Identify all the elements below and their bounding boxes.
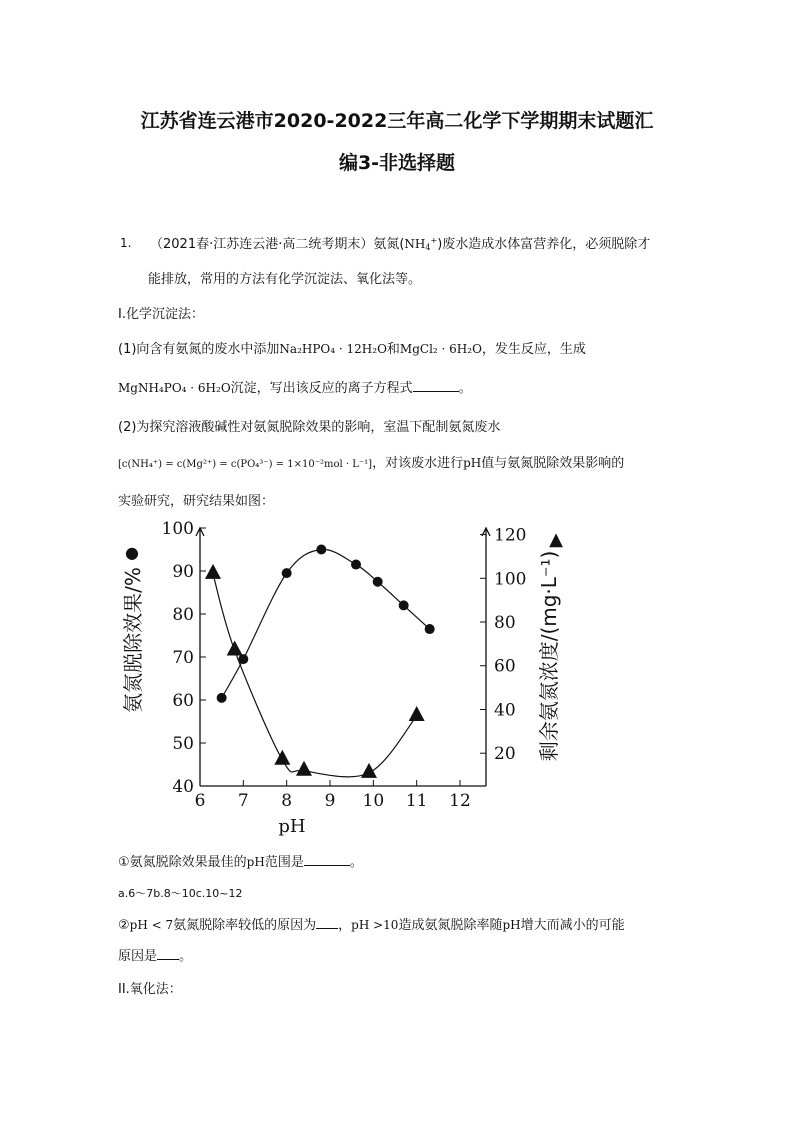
left-y-tick-label: 90 xyxy=(172,562,194,582)
removal-efficiency-point xyxy=(282,568,292,578)
question-intro-line2: 能排放，常用的方法有化学沉淀法、氧化法等。 xyxy=(148,272,422,287)
removal-efficiency-line xyxy=(222,549,430,697)
x-tick-label: 9 xyxy=(324,791,336,811)
removal-efficiency-point xyxy=(351,560,361,570)
residual-ammonia-point xyxy=(274,750,290,765)
right-legend-marker: ▲ xyxy=(549,529,563,550)
condition-formula: [c(NH₄⁺) = c(Mg²⁺) = c(PO₄³⁻) = 1×10⁻²mol · L⁻¹] xyxy=(118,459,373,470)
left-y-tick-label: 60 xyxy=(172,691,194,711)
residual-ammonia-line xyxy=(213,574,417,777)
residual-ammonia-point xyxy=(227,640,243,655)
title-line-2: 编3-非选择题 xyxy=(338,152,456,174)
reagent-na2hpo4: Na₂HPO₄ · 12H₂O xyxy=(279,342,387,356)
product-formula: MgNH₄PO₄ · 6H₂O xyxy=(118,381,231,395)
right-y-tick-label: 80 xyxy=(494,613,516,634)
subquestion-2-line3: 实验研究，研究结果如图： xyxy=(118,494,275,509)
removal-efficiency-point xyxy=(373,577,383,587)
reagent-mgcl2: MgCl₂ · 6H₂O xyxy=(399,342,482,356)
right-y-axis-title: 剩余氨氮浓度/(mg·L⁻¹) xyxy=(537,550,561,762)
removal-efficiency-point xyxy=(217,693,227,703)
subquestion-1: (1)向含有氨氮的废水中添加Na₂HPO₄ · 12H₂O和MgCl₂ · 6H₂O，发生反应，生成 xyxy=(118,342,586,357)
x-tick-label: 8 xyxy=(281,791,293,811)
removal-efficiency-point xyxy=(399,600,409,610)
left-y-tick-label: 70 xyxy=(172,648,194,668)
right-y-tick-label: 60 xyxy=(494,656,516,677)
residual-ammonia-point xyxy=(409,706,425,721)
residual-ammonia-point xyxy=(361,763,377,778)
answer-blank[interactable] xyxy=(316,917,338,929)
subquestion-2-cont: [c(NH₄⁺) = c(Mg²⁺) = c(PO₄³⁻) = 1×10⁻²mol · L⁻¹]，对该废水进行pH值与氨氮脱除效果影响的 xyxy=(118,456,625,471)
removal-efficiency-point xyxy=(316,545,326,555)
x-axis-title: pH xyxy=(278,816,306,837)
x-tick-label: 12 xyxy=(449,791,471,811)
question-best-range: ①氨氮脱除效果最佳的pH范围是 。 xyxy=(118,855,363,870)
x-tick-label: 7 xyxy=(237,791,249,811)
question-reason-cont: 原因是 。 xyxy=(118,949,193,964)
intro-text: （2021春·江苏连云港·高二统考期末）氨氮( xyxy=(150,237,405,252)
answer-options: a.6～7b.8～10c.10~12 xyxy=(118,887,243,900)
section-heading-oxidation: II.氧化法： xyxy=(118,982,182,997)
x-tick-label: 6 xyxy=(194,791,206,811)
x-tick-label: 11 xyxy=(405,791,428,811)
answer-blank[interactable] xyxy=(413,380,459,392)
left-y-tick-label: 100 xyxy=(161,520,194,539)
left-legend-marker: ● xyxy=(125,543,139,562)
right-y-tick-label: 40 xyxy=(494,700,516,721)
ph-removal-chart xyxy=(110,520,580,840)
section-heading-precipitation: I.化学沉淀法： xyxy=(118,307,204,322)
removal-efficiency-point xyxy=(425,624,435,634)
answer-blank[interactable] xyxy=(157,948,179,960)
subquestion-2: (2)为探究溶液酸碱性对氨氮脱除效果的影响，室温下配制氨氮废水 xyxy=(118,420,501,435)
question-number: 1. xyxy=(120,236,132,250)
x-tick-label: 10 xyxy=(362,791,385,811)
subquestion-1-cont: MgNH₄PO₄ · 6H₂O沉淀，写出该反应的离子方程式 。 xyxy=(118,381,472,396)
right-y-tick-label: 20 xyxy=(494,744,516,765)
right-y-tick-label: 100 xyxy=(494,569,527,590)
left-y-tick-label: 50 xyxy=(172,734,194,754)
intro-text-b: )废水造成水体富营养化，必须脱除才 xyxy=(437,237,651,252)
answer-blank[interactable] xyxy=(304,854,350,866)
residual-ammonia-point xyxy=(205,564,221,579)
question-intro-line1 xyxy=(150,233,650,252)
ammonium-formula: $NH_4^+$ xyxy=(404,236,438,252)
right-y-tick-label: 120 xyxy=(494,525,527,546)
page-title xyxy=(90,100,704,184)
residual-ammonia-point xyxy=(296,761,312,776)
title-line-1: 江苏省连云港市2020-2022三年高二化学下学期期末试题汇 xyxy=(140,110,654,132)
left-y-tick-label: 40 xyxy=(172,777,194,797)
left-y-axis-title: 氨氮脱除效果/% xyxy=(121,567,145,713)
question-reason: ②pH < 7氨氮脱除率较低的原因为 ，pH >10造成氨氮脱除率随pH增大而减小的可能 xyxy=(118,918,625,933)
left-y-tick-label: 80 xyxy=(172,605,194,625)
